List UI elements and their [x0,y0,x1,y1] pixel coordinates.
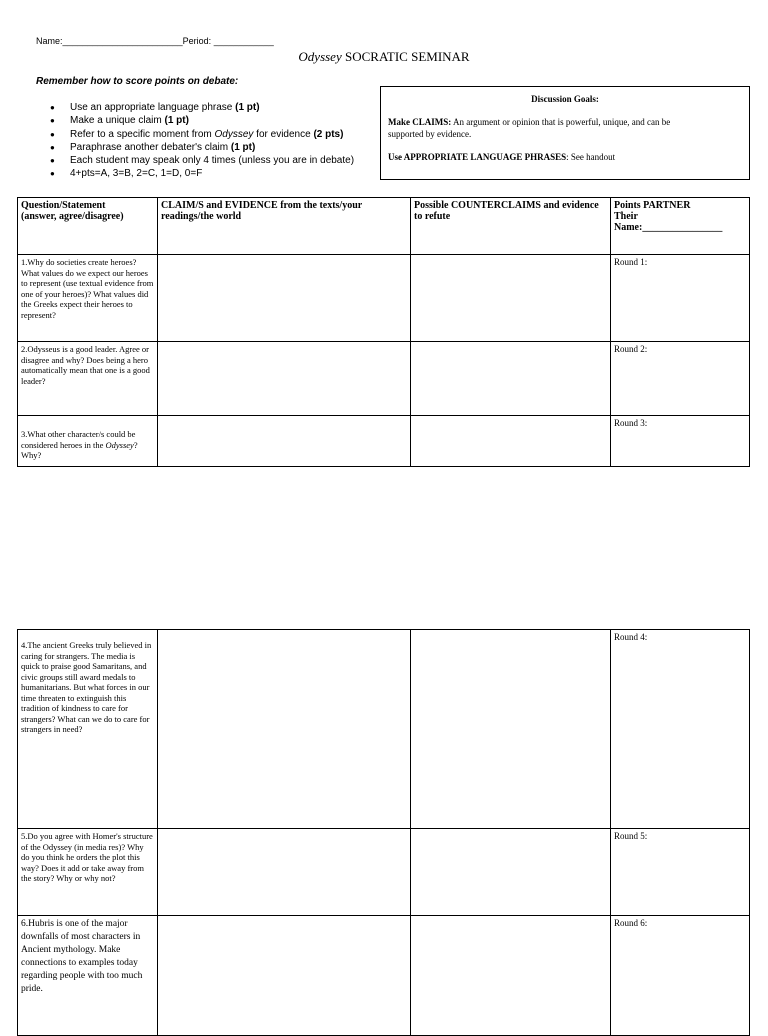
claims-cell[interactable] [158,829,411,916]
table-row [18,342,750,416]
table-row [18,916,750,1036]
counterclaims-cell[interactable] [411,416,611,467]
scoring-rules-list [50,101,354,181]
name-label: Name: [36,36,63,46]
claims-cell[interactable] [158,342,411,416]
goals-title: Discussion Goals: [531,94,599,104]
question-cell: 6.Hubris is one of the major downfalls of most characters in Ancient mythology. Make connections to examples today regarding people with too much pride. [18,916,158,1036]
table-header-row [18,198,750,255]
discussion-goals-box [380,86,750,180]
title-rest: SOCRATIC SEMINAR [341,49,470,64]
rule-item: ● 4+pts=A, 3=B, 2=C, 1=D, 0=F [50,167,354,180]
counterclaims-cell[interactable] [411,916,611,1036]
rule-item: ● Refer to a specific moment from Odyssey for evidence (2 pts) [50,128,354,141]
counterclaims-cell[interactable] [411,630,611,829]
counterclaims-cell[interactable] [411,342,611,416]
rule-item: ● Paraphrase another debater's claim (1 pt) [50,141,354,154]
seminar-table-bottom [17,629,750,1036]
claims-cell[interactable] [158,255,411,342]
question-cell: 5.Do you agree with Homer's structure of the Odyssey (in media res)? Why do you think he orders the plot this way? Does it add or take away from the story? Why or why not? [18,829,158,916]
question-cell: 1.Why do societies create heroes? What values do we expect our heroes to represent (use textual evidence from one of your heroes)? What values did the Greeks expect their heroes to represent? [18,255,158,342]
round-cell[interactable]: Round 1: [611,255,750,342]
round-cell[interactable]: Round 2: [611,342,750,416]
question-cell: 2.Odysseus is a good leader. Agree or disagree and why? Does being a hero automatically mean that one is a good leader? [18,342,158,416]
title-italic: Odyssey [298,49,342,64]
header-claims: CLAIM/S and EVIDENCE from the texts/your readings/the world [158,198,411,255]
seminar-table-top [17,197,750,467]
header-counterclaims: Possible COUNTERCLAIMS and evidence to refute [411,198,611,255]
round-cell[interactable]: Round 4: [611,630,750,829]
period-blank[interactable]: ____________ [213,36,274,46]
rule-item: ● Use an appropriate language phrase (1 pt) [50,101,354,114]
round-cell[interactable]: Round 5: [611,829,750,916]
name-blank[interactable]: ________________________ [62,36,183,46]
claims-cell[interactable] [158,630,411,829]
name-period-line [36,36,274,46]
header-points-partner: Points PARTNER Their Name:________________ [611,198,750,255]
counterclaims-cell[interactable] [411,829,611,916]
table-row [18,255,750,342]
claims-cell[interactable] [158,916,411,1036]
rule-item: ● Each student may speak only 4 times (unless you are in debate) [50,154,354,167]
round-cell[interactable]: Round 3: [611,416,750,467]
round-cell[interactable]: Round 6: [611,916,750,1036]
counterclaims-cell[interactable] [411,255,611,342]
claims-cell[interactable] [158,416,411,467]
question-cell: 4.The ancient Greeks truly believed in caring for strangers. The media is quick to praise good Samaritans, and civic groups still award medals to humanitarians. But what forces in our time threaten to extinguish this tradition of kindness to care for strangers? What can we do to care for strangers in need? [18,630,158,829]
table-row [18,416,750,467]
header-question: Question/Statement (answer, agree/disagree) [18,198,158,255]
scoring-heading: Remember how to score points on debate: [36,76,239,87]
goal-claims: Make CLAIMS: An argument or opinion that is powerful, unique, and can be supported by evidence. [388,117,671,139]
table-row [18,829,750,916]
goal-phrases: Use APPROPRIATE LANGUAGE PHRASES: See handout [388,152,616,162]
page-title [0,49,768,65]
table-row [18,630,750,829]
partner-name-blank[interactable]: Name:________________ [614,222,723,233]
period-label: Period: [182,36,212,46]
rule-item: ● Make a unique claim (1 pt) [50,114,354,127]
question-cell: 3.What other character/s could be considered heroes in the Odyssey? Why? [18,416,158,467]
